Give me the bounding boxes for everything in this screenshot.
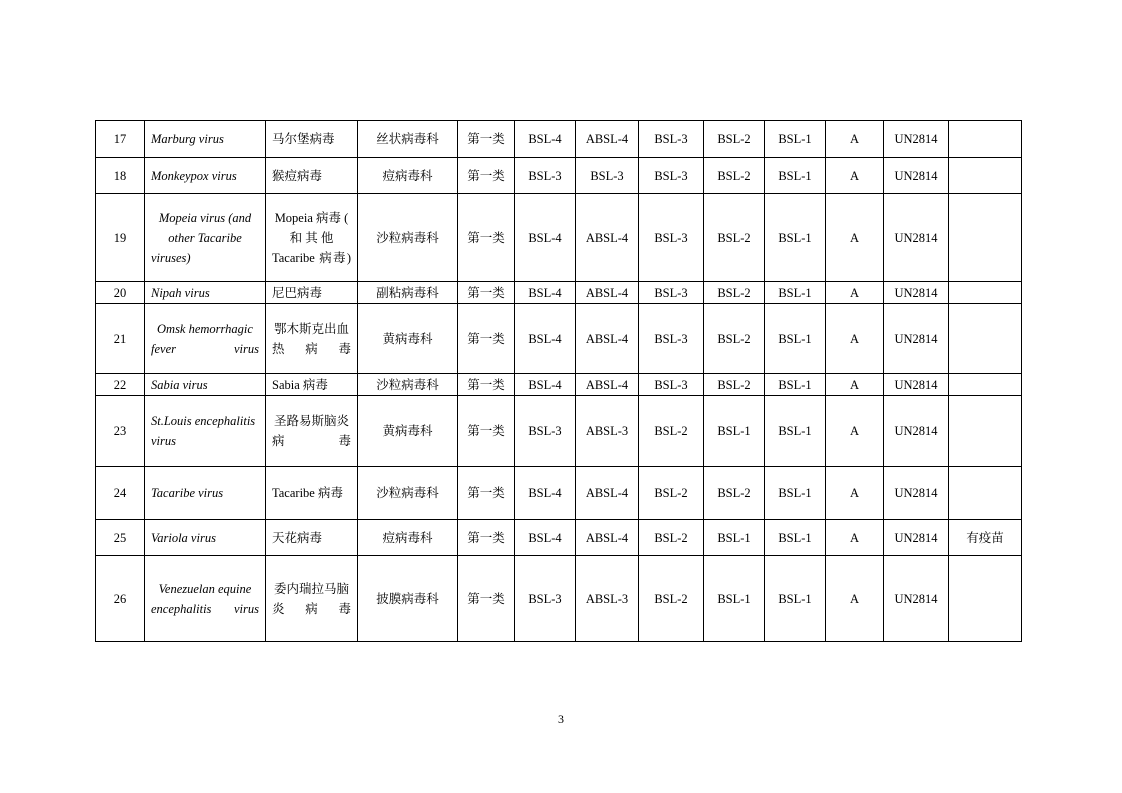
chinese-name: 马尔堡病毒 <box>266 121 358 158</box>
chinese-name: Tacaribe 病毒 <box>266 467 358 520</box>
latin-name: St.Louis encephalitis virus <box>145 396 266 467</box>
lab-level-d: BSL-2 <box>704 304 765 374</box>
row-number: 21 <box>96 304 145 374</box>
lab-level-d: BSL-2 <box>704 374 765 396</box>
lab-level-b: ABSL-4 <box>576 282 639 304</box>
lab-level-e: BSL-1 <box>765 304 826 374</box>
chinese-name: 委内瑞拉马脑炎病毒 <box>266 556 358 642</box>
lab-level-c: BSL-2 <box>639 467 704 520</box>
row-number: 18 <box>96 158 145 194</box>
note <box>949 556 1022 642</box>
row-number: 26 <box>96 556 145 642</box>
chinese-name: 尼巴病毒 <box>266 282 358 304</box>
transport-category: A <box>826 467 884 520</box>
lab-level-a: BSL-4 <box>515 121 576 158</box>
hazard-category: 第一类 <box>458 396 515 467</box>
lab-level-c: BSL-2 <box>639 556 704 642</box>
lab-level-b: ABSL-4 <box>576 304 639 374</box>
lab-level-c: BSL-2 <box>639 396 704 467</box>
row-number: 22 <box>96 374 145 396</box>
transport-category: A <box>826 158 884 194</box>
chinese-name: 天花病毒 <box>266 520 358 556</box>
row-number: 20 <box>96 282 145 304</box>
lab-level-a: BSL-4 <box>515 194 576 282</box>
note <box>949 396 1022 467</box>
table-row <box>96 194 1022 282</box>
lab-level-c: BSL-3 <box>639 158 704 194</box>
lab-level-e: BSL-1 <box>765 520 826 556</box>
chinese-name: 猴痘病毒 <box>266 158 358 194</box>
chinese-name: 鄂木斯克出血热病毒 <box>266 304 358 374</box>
chinese-name: Sabia 病毒 <box>266 374 358 396</box>
virus-family: 痘病毒科 <box>358 520 458 556</box>
hazard-category: 第一类 <box>458 467 515 520</box>
table-row <box>96 520 1022 556</box>
transport-category: A <box>826 121 884 158</box>
lab-level-a: BSL-4 <box>515 374 576 396</box>
lab-level-d: BSL-2 <box>704 121 765 158</box>
transport-category: A <box>826 520 884 556</box>
transport-category: A <box>826 304 884 374</box>
note <box>949 467 1022 520</box>
virus-family: 沙粒病毒科 <box>358 467 458 520</box>
lab-level-d: BSL-1 <box>704 396 765 467</box>
lab-level-b: BSL-3 <box>576 158 639 194</box>
lab-level-a: BSL-3 <box>515 158 576 194</box>
table-row <box>96 467 1022 520</box>
lab-level-a: BSL-3 <box>515 396 576 467</box>
virus-family: 黄病毒科 <box>358 396 458 467</box>
hazard-category: 第一类 <box>458 158 515 194</box>
un-number: UN2814 <box>884 304 949 374</box>
note <box>949 121 1022 158</box>
latin-name: Venezuelan equine encephalitis virus <box>145 556 266 642</box>
latin-name: Tacaribe virus <box>145 467 266 520</box>
hazard-category: 第一类 <box>458 520 515 556</box>
un-number: UN2814 <box>884 520 949 556</box>
lab-level-d: BSL-2 <box>704 282 765 304</box>
virus-family: 痘病毒科 <box>358 158 458 194</box>
table-row <box>96 282 1022 304</box>
virus-family: 沙粒病毒科 <box>358 374 458 396</box>
un-number: UN2814 <box>884 374 949 396</box>
row-number: 24 <box>96 467 145 520</box>
lab-level-d: BSL-1 <box>704 520 765 556</box>
latin-name: Sabia virus <box>145 374 266 396</box>
lab-level-c: BSL-3 <box>639 374 704 396</box>
latin-name: Mopeia virus (and other Tacaribe viruses) <box>145 194 266 282</box>
lab-level-b: ABSL-3 <box>576 396 639 467</box>
lab-level-d: BSL-2 <box>704 194 765 282</box>
lab-level-e: BSL-1 <box>765 556 826 642</box>
lab-level-a: BSL-4 <box>515 304 576 374</box>
lab-level-c: BSL-2 <box>639 520 704 556</box>
table-row <box>96 396 1022 467</box>
virus-family: 沙粒病毒科 <box>358 194 458 282</box>
note <box>949 194 1022 282</box>
lab-level-c: BSL-3 <box>639 121 704 158</box>
lab-level-c: BSL-3 <box>639 194 704 282</box>
hazard-category: 第一类 <box>458 374 515 396</box>
table-row <box>96 121 1022 158</box>
latin-name: Omsk hemorrhagic fever virus <box>145 304 266 374</box>
table-row <box>96 374 1022 396</box>
lab-level-b: ABSL-4 <box>576 467 639 520</box>
lab-level-d: BSL-1 <box>704 556 765 642</box>
un-number: UN2814 <box>884 121 949 158</box>
virus-family: 丝状病毒科 <box>358 121 458 158</box>
table-row <box>96 556 1022 642</box>
transport-category: A <box>826 194 884 282</box>
lab-level-a: BSL-4 <box>515 282 576 304</box>
un-number: UN2814 <box>884 194 949 282</box>
un-number: UN2814 <box>884 396 949 467</box>
lab-level-b: ABSL-4 <box>576 520 639 556</box>
transport-category: A <box>826 556 884 642</box>
note <box>949 158 1022 194</box>
lab-level-d: BSL-2 <box>704 467 765 520</box>
lab-level-c: BSL-3 <box>639 282 704 304</box>
note: 有疫苗 <box>949 520 1022 556</box>
lab-level-e: BSL-1 <box>765 467 826 520</box>
transport-category: A <box>826 396 884 467</box>
table-row <box>96 158 1022 194</box>
lab-level-b: ABSL-4 <box>576 194 639 282</box>
un-number: UN2814 <box>884 556 949 642</box>
lab-level-b: ABSL-4 <box>576 374 639 396</box>
row-number: 23 <box>96 396 145 467</box>
lab-level-b: ABSL-4 <box>576 121 639 158</box>
virus-family: 披膜病毒科 <box>358 556 458 642</box>
lab-level-e: BSL-1 <box>765 194 826 282</box>
lab-level-c: BSL-3 <box>639 304 704 374</box>
row-number: 17 <box>96 121 145 158</box>
hazard-category: 第一类 <box>458 304 515 374</box>
latin-name: Monkeypox virus <box>145 158 266 194</box>
note <box>949 304 1022 374</box>
un-number: UN2814 <box>884 282 949 304</box>
lab-level-a: BSL-4 <box>515 467 576 520</box>
virus-family: 黄病毒科 <box>358 304 458 374</box>
lab-level-d: BSL-2 <box>704 158 765 194</box>
note <box>949 374 1022 396</box>
pathogen-table <box>95 120 1022 642</box>
hazard-category: 第一类 <box>458 194 515 282</box>
lab-level-a: BSL-3 <box>515 556 576 642</box>
table-row <box>96 304 1022 374</box>
lab-level-b: ABSL-3 <box>576 556 639 642</box>
hazard-category: 第一类 <box>458 282 515 304</box>
latin-name: Nipah virus <box>145 282 266 304</box>
latin-name: Variola virus <box>145 520 266 556</box>
lab-level-e: BSL-1 <box>765 282 826 304</box>
row-number: 19 <box>96 194 145 282</box>
chinese-name: Mopeia 病毒 ( 和 其 他 Tacaribe 病毒) <box>266 194 358 282</box>
note <box>949 282 1022 304</box>
lab-level-e: BSL-1 <box>765 121 826 158</box>
un-number: UN2814 <box>884 467 949 520</box>
lab-level-e: BSL-1 <box>765 158 826 194</box>
virus-family: 副粘病毒科 <box>358 282 458 304</box>
row-number: 25 <box>96 520 145 556</box>
chinese-name: 圣路易斯脑炎病毒 <box>266 396 358 467</box>
hazard-category: 第一类 <box>458 556 515 642</box>
un-number: UN2814 <box>884 158 949 194</box>
hazard-category: 第一类 <box>458 121 515 158</box>
lab-level-e: BSL-1 <box>765 396 826 467</box>
transport-category: A <box>826 374 884 396</box>
lab-level-a: BSL-4 <box>515 520 576 556</box>
latin-name: Marburg virus <box>145 121 266 158</box>
page-number: 3 <box>558 712 564 726</box>
transport-category: A <box>826 282 884 304</box>
lab-level-e: BSL-1 <box>765 374 826 396</box>
